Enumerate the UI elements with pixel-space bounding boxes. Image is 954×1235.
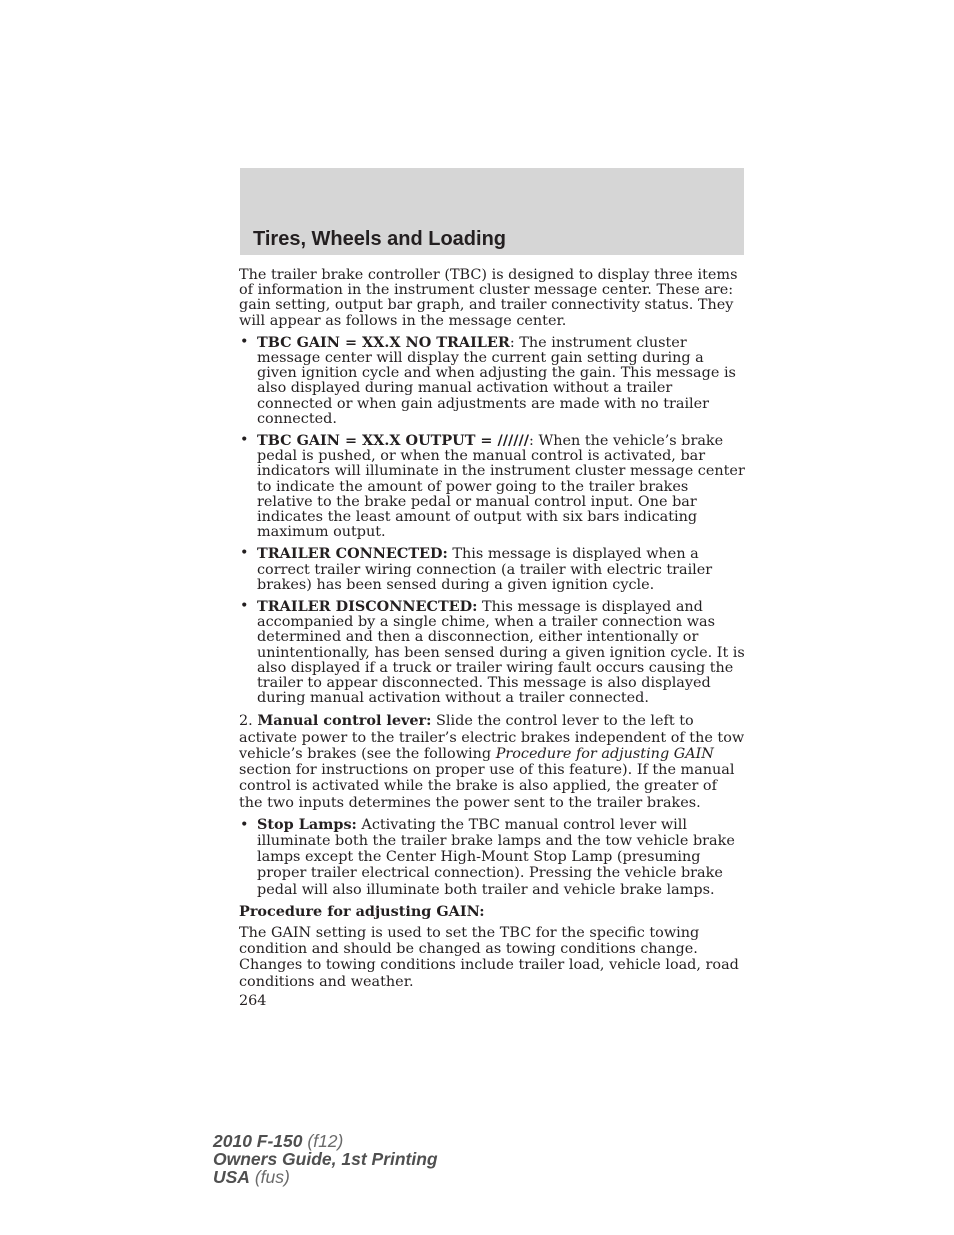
footer-line-guide: Owners Guide, 1st Printing	[213, 1149, 438, 1169]
page-number: 264	[239, 992, 267, 1009]
list-item: • TRAILER DISCONNECTED: This message is displayed and accompanied by a single chime, when a trailer connection was determined and then a disconnection, either intentionally or unintentionally, has been sensed during a given ignition cycle. It is also displayed if a truck or trailer wiring fault occurs causing the trailer to appear disconnected. This message is also displayed during manual activation without a trailer connected.	[240, 598, 745, 707]
footer-line-model: 2010 F-150 (f12)	[213, 1131, 344, 1151]
message-list	[239, 335, 745, 707]
list-item: • TBC GAIN = XX.X NO TRAILER: The instrument cluster message center will display the current gain setting during a given ignition cycle and when adjusting the gain. This message is also displayed during manual activation without a trailer connected or when gain adjustments are made with no trailer connected.	[240, 333, 736, 427]
bullet-icon: •	[240, 545, 249, 562]
bullet-icon: •	[240, 816, 249, 833]
procedure-heading: Procedure for adjusting GAIN:	[239, 902, 485, 920]
footer-line-region: USA (fus)	[213, 1167, 290, 1187]
stop-lamps-list	[239, 817, 745, 898]
list-item: • TRAILER CONNECTED: This message is displayed when a correct trailer wiring connection (a trailer with electric trailer brakes) has been sensed during a given ignition cycle.	[240, 545, 713, 593]
page-content	[239, 268, 745, 1009]
list-item: • Stop Lamps: Activating the TBC manual control lever will illuminate both the trailer brake lamps and the tow vehicle brake lamps except the Center High-Mount Stop Lamp (presuming proper trailer electrical connection). Pressing the vehicle brake pedal will also illuminate both trailer and vehicle brake lamps.	[240, 815, 735, 898]
document-footer	[213, 1132, 438, 1186]
list-item: • TBC GAIN = XX.X OUTPUT = //////: When the vehicle’s brake pedal is pushed, or when the manual control is activated, bar indicators will illuminate in the instrument cluster message center to indicate the amount of power going to the trailer brakes relative to the brake pedal or manual control input. One bar indicates the least amount of output with six bars indicating maximum output.	[240, 432, 745, 541]
section-title: Tires, Wheels and Loading	[253, 228, 507, 250]
manual-control-paragraph: 2. Manual control lever: Slide the control lever to the left to activate power to the trailer’s electric brakes independent of the tow vehicle’s brakes (see the following Procedure for adjusting GAIN section for instructions on proper use of this feature). If the manual control is activated while the brake is also applied, the greater of the two inputs determines the power sent to the trailer brakes.	[239, 712, 745, 811]
procedure-paragraph: The GAIN setting is used to set the TBC for the specific towing condition and should be changed as towing conditions change. Changes to towing conditions include trailer load, vehicle load, road conditions and weather.	[239, 924, 739, 990]
bullet-icon: •	[240, 598, 249, 615]
bullet-icon: •	[240, 333, 249, 350]
bullet-icon: •	[240, 432, 249, 449]
intro-paragraph: The trailer brake controller (TBC) is designed to display three items of information in the instrument cluster message center. These are: gain setting, output bar graph, and trailer connectivity status. They will appear as follows in the message center.	[239, 267, 738, 329]
